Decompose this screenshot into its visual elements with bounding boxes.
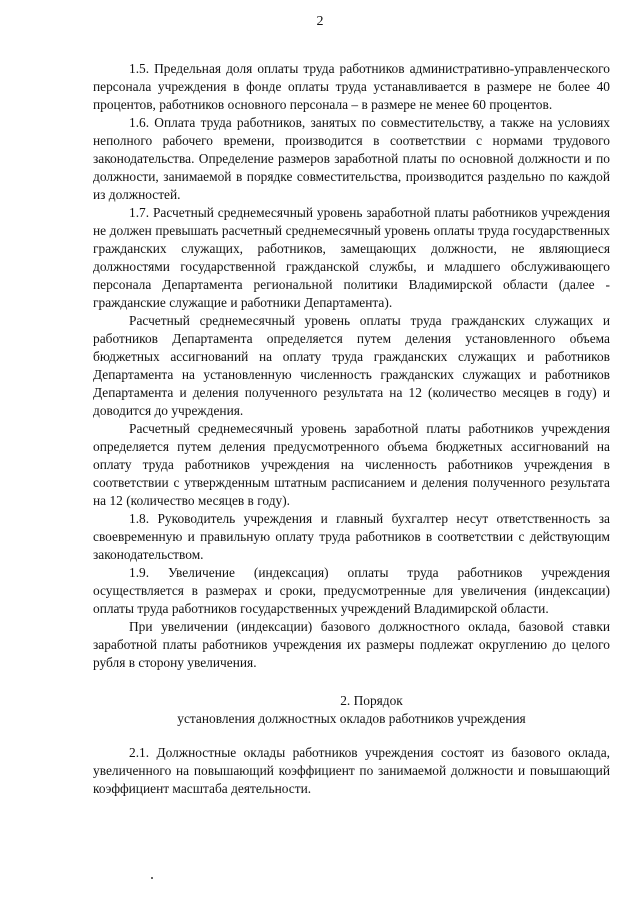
paragraph-2-1: 2.1. Должностные оклады работников учреждения состоят из базового оклада, увеличенного на повышающий коэффициент по занимаемой должности и повышающий коэффициент масштаба деятельности.: [93, 745, 610, 796]
scan-speck: [151, 877, 153, 879]
paragraph-1-8: 1.8. Руководитель учреждения и главный бухгалтер несут ответственность за своевременную и правильную оплату труда работников в соответствии с действующим законодательством.: [93, 511, 610, 562]
section-2-heading: [93, 692, 610, 728]
paragraph-1-7-avg-civil: Расчетный среднемесячный уровень оплаты труда гражданских служащих и работников Департамента определяется путем деления установленного объема бюджетных ассигнований на оплату труда гражданских служащих и работников Департамента на установленную численность гражданских служащих и работников Департамента и деления полученного результата на 12 (количество месяцев в году) и доводится до учреждения.: [93, 313, 610, 418]
paragraph-1-9: 1.9. Увеличение (индексация) оплаты труда работников учреждения осуществляется в размерах и сроки, предусмотренные для увеличения (индексации) оплаты труда работников государственных учреждений Владимирской области.: [93, 565, 610, 616]
paragraph-1-7-avg-institution: Расчетный среднемесячный уровень заработной платы работников учреждения определяется путем деления предусмотренного объема бюджетных ассигнований на оплату труда работников учреждения на численность работников учреждения в соответствии с утвержденным штатным расписанием и деления полученного результата на 12 (количество месяцев в году).: [93, 421, 610, 508]
paragraph-1-9-rounding: При увеличении (индексации) базового должностного оклада, базовой ставки заработной платы работников учреждения их размеры подлежат округлению до целого рубля в сторону увеличения.: [93, 619, 610, 670]
paragraph-1-7: 1.7. Расчетный среднемесячный уровень заработной платы работников учреждения не должен превышать расчетный среднемесячный уровень оплаты труда государственных гражданских служащих, работников, замещающих должности, не являющиеся должностями государственной гражданской службы, и младшего обслуживающего персонала Департамента региональной политики Владимирской области (далее - гражданские служащие и работники Департамента).: [93, 205, 610, 310]
section-2-title: установления должностных окладов работников учреждения: [177, 711, 526, 726]
document-body: [93, 60, 610, 798]
page-number: 2: [316, 14, 324, 29]
section-2-number: 2. Порядок: [340, 693, 403, 708]
paragraph-1-5: 1.5. Предельная доля оплаты труда работников административно-управленческого персонала учреждения в фонде оплаты труда устанавливается в размере не более 40 процентов, работников основного персонала – в размере не менее 60 процентов.: [93, 61, 610, 112]
paragraph-1-6: 1.6. Оплата труда работников, занятых по совместительству, а также на условиях неполного рабочего времени, производится в соответствии с нормами трудового законодательства. Определение размеров заработной платы по основной должности и по должности, занимаемой в порядке совместительства, производится раздельно по каждой из должностей.: [93, 115, 610, 202]
